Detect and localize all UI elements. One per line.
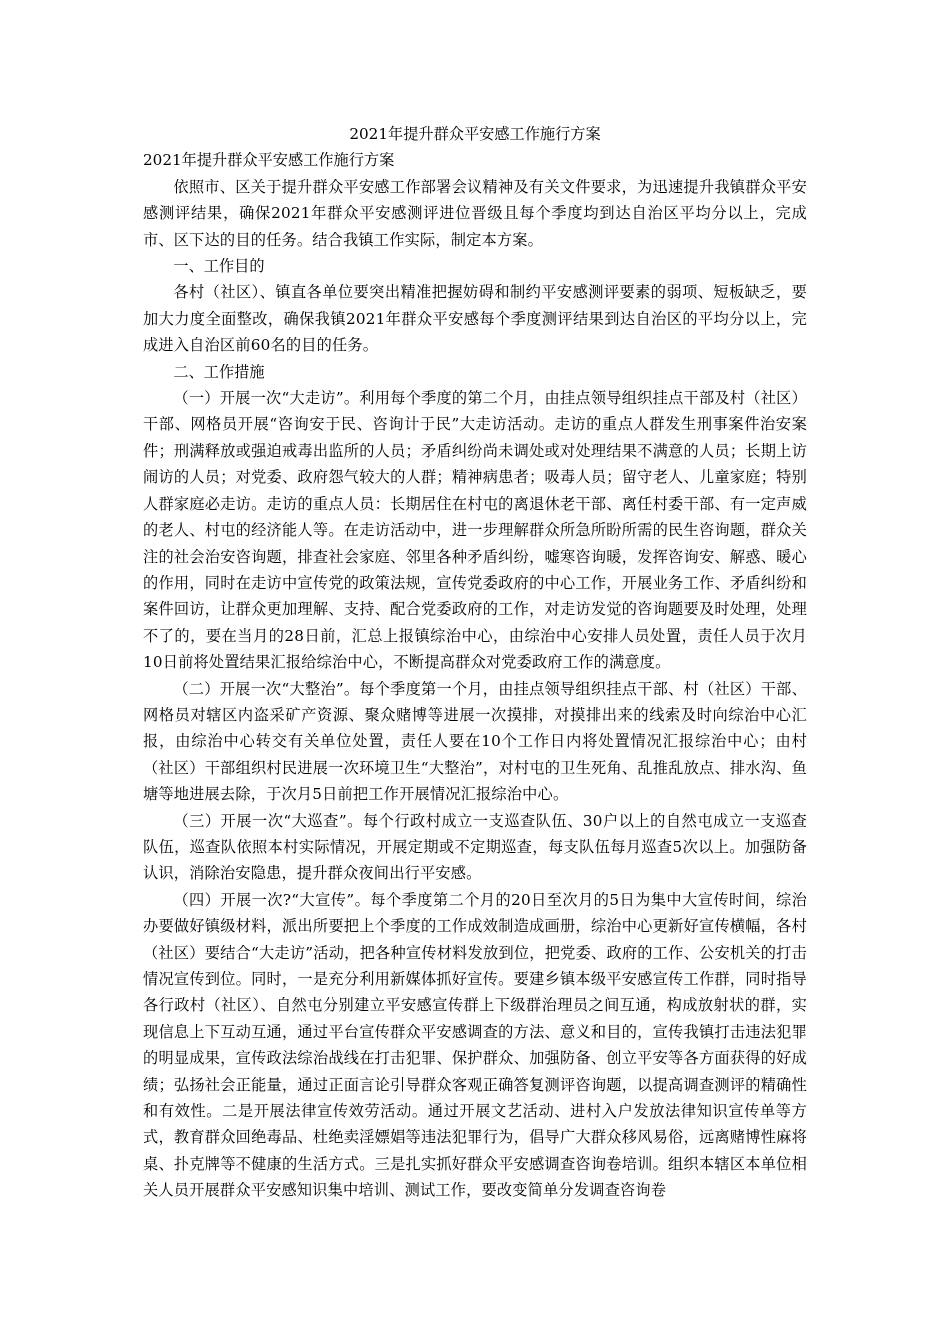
document-page	[143, 121, 807, 1204]
measure-publicity-paragraph: （四）开展一次?“大宣传”。每个季度第二个月的20日至次月的5日为集中大宣传时间，综治办要做好镇级材料，派出所要把上个季度的工作成效制造成画册，综治中心更新好宣传横幅，各村（社区）要结合“大走访”活动，把各种宣传材料发放到位，把党委、政府的工作、公安机关的打击情况宣传到位。同时，一是充分利用新媒体抓好宣传。要建乡镇本级平安感宣传工作群，同时指导各行政村（社区）、自然屯分别建立平安感宣传群上下级群治理员之间互通，构成放射状的群，实现信息上下互动互通，通过平台宣传群众平安感调查的方法、意义和目的，宣传我镇打击违法犯罪的明显成果，宣传政法综治战线在打击犯罪、保护群众、加强防备、创立平安等各方面获得的好成绩；弘扬社会正能量，通过正面言论引导群众客观正确答复测评咨询题，以提高调查测评的精确性和有效性。二是开展法律宣传效劳活动。通过开展文艺活动、进村入户发放法律知识宣传单等方式，教育群众回绝毒品、杜绝卖淫嫖娼等违法犯罪行为，倡导广大群众移风易俗，远离赌博性麻将桌、扑克牌等不健康的生活方式。三是扎实抓好群众平安感调查咨询卷培训。组织本辖区本单位相关人员开展群众平安感知识集中培训、测试工作，要改变简单分发调查咨询卷	[143, 890, 807, 1200]
measure-patrol-paragraph: （三）开展一次“大巡查”。每个行政村成立一支巡查队伍、30户以上的自然屯成立一支巡查队伍，巡查队依照本村实际情况，开展定期或不定期巡查，每支队伍每月巡查5次以上。加强防备认识，消除治安隐患，提升群众夜间出行平安感。	[143, 811, 807, 883]
intro-paragraph: 依照市、区关于提升群众平安感工作部署会议精神及有关文件要求，为迅速提升我镇群众平安感测评结果，确保2021年群众平安感测评进位晋级且每个季度均到达自治区平均分以上，完成市、区下达的目的任务。结合我镇工作实际，制定本方案。	[143, 177, 807, 249]
goals-paragraph: 各村（社区）、镇直各单位要突出精准把握妨碍和制约平安感测评要素的弱项、短板缺乏，要加大力度全面整改，确保我镇2021年群众平安感每个季度测评结果到达自治区的平均分以上，完成进入自治区前60名的目的任务。	[143, 283, 807, 355]
document-subtitle: 2021年提升群众平安感工作施行方案	[143, 151, 395, 170]
document-title: 2021年提升群众平安感工作施行方案	[349, 125, 601, 143]
section-heading-measures: 二、工作措施	[173, 362, 265, 381]
measure-visit-paragraph: （一）开展一次“大走访”。利用每个季度的第二个月，由挂点领导组织挂点干部及村（社区）干部、网格员开展“咨询安于民、咨询计于民”大走访活动。走访的重点人群发生刑事案件治安案件；刑满释放或强迫戒毒出监所的人员；矛盾纠纷尚未调处或对处理结果不满意的人员；长期上访闹访的人员；对党委、政府怨气较大的人群；精神病患者；吸毒人员；留守老人、儿童家庭；特别人群家庭必走访。走访的重点人员：长期居住在村屯的离退休老干部、离任村委干部、有一定声威的老人、村屯的经济能人等。在走访活动中，进一步理解群众所急所盼所需的民生咨询题，群众关注的社会治安咨询题，排查社会家庭、邻里各种矛盾纠纷，嘘寒咨询暖，发挥咨询安、解惑、暖心的作用，同时在走访中宣传党的政策法规，宣传党委政府的中心工作，开展业务工作、矛盾纠纷和案件回访，让群众更加理解、支持、配合党委政府的工作，对走访发觉的咨询题要及时处理，处理不了的，要在当月的28日前，汇总上报镇综治中心，由综治中心安排人员处置，责任人员于次月10日前将处置结果汇报给综治中心，不断提高群众对党委政府工作的满意度。	[143, 389, 807, 672]
measure-rectify-paragraph: （二）开展一次“大整治”。每个季度第一个月，由挂点领导组织挂点干部、村（社区）干部、网格员对辖区内盗采矿产资源、聚众赌博等进展一次摸排，对摸排出来的线索及时向综治中心汇报，由综治中心转交有关单位处置，责任人要在10个工作日内将处置情况汇报综治中心；由村（社区）干部组织村民进展一次环境卫生“大整治”，对村屯的卫生死角、乱推乱放点、排水沟、鱼塘等地进展去除，于次月5日前把工作开展情况汇报综治中心。	[143, 679, 807, 804]
section-heading-goals: 一、工作目的	[173, 257, 265, 276]
